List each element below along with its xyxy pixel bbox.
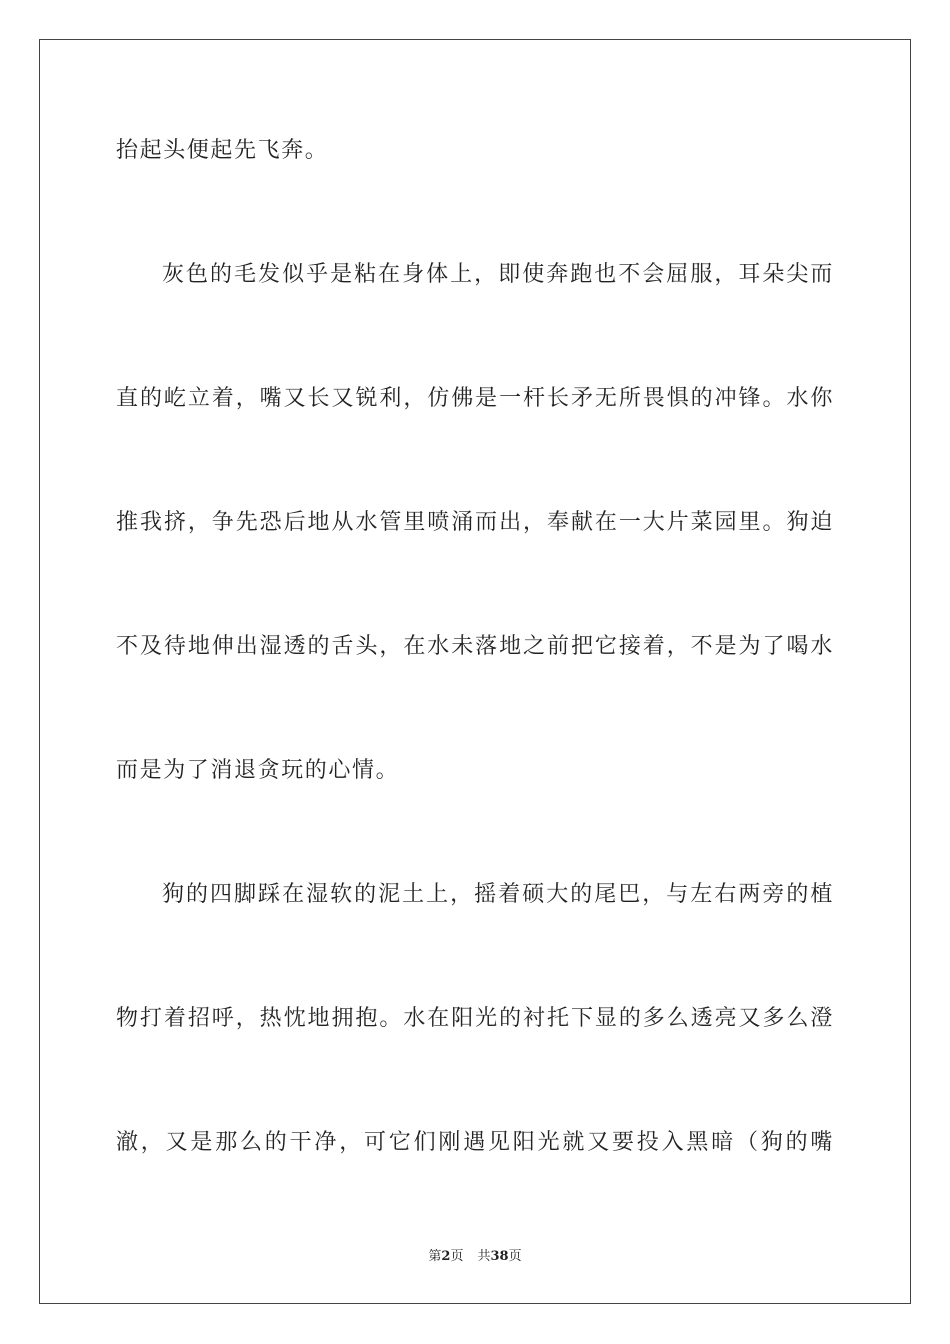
page-footer (0, 1248, 950, 1266)
current-page-number: 2 (441, 1249, 451, 1264)
page-border (39, 39, 911, 1304)
total-page-count: 38 (490, 1249, 509, 1264)
text-line-2: 灰色的毛发似乎是粘在身体上，即使奔跑也不会屈服，耳朵尖而 (162, 262, 834, 287)
footer-prefix: 第 (428, 1249, 442, 1264)
footer-total-suffix: 页 (508, 1249, 522, 1264)
text-line-3: 直的屹立着，嘴又长又锐利，仿佛是一杆长矛无所畏惧的冲锋。水你 (116, 386, 834, 411)
footer-total-prefix: 共 (477, 1249, 491, 1264)
text-line-4: 推我挤，争先恐后地从水管里喷涌而出，奉献在一大片菜园里。狗迫 (116, 510, 834, 535)
footer-page-suffix: 页 (450, 1249, 464, 1264)
text-line-5: 不及待地伸出湿透的舌头，在水未落地之前把它接着，不是为了喝水 (116, 634, 834, 659)
text-line-7: 狗的四脚踩在湿软的泥土上，摇着硕大的尾巴，与左右两旁的植 (162, 882, 834, 907)
text-line-8: 物打着招呼，热忱地拥抱。水在阳光的衬托下显的多么透亮又多么澄 (116, 1006, 834, 1031)
text-line-1: 抬起头便起先飞奔。 (116, 138, 329, 163)
text-line-6: 而是为了消退贪玩的心情。 (116, 758, 400, 783)
text-line-9: 澈，又是那么的干净，可它们刚遇见阳光就又要投入黑暗（狗的嘴 (116, 1130, 834, 1155)
